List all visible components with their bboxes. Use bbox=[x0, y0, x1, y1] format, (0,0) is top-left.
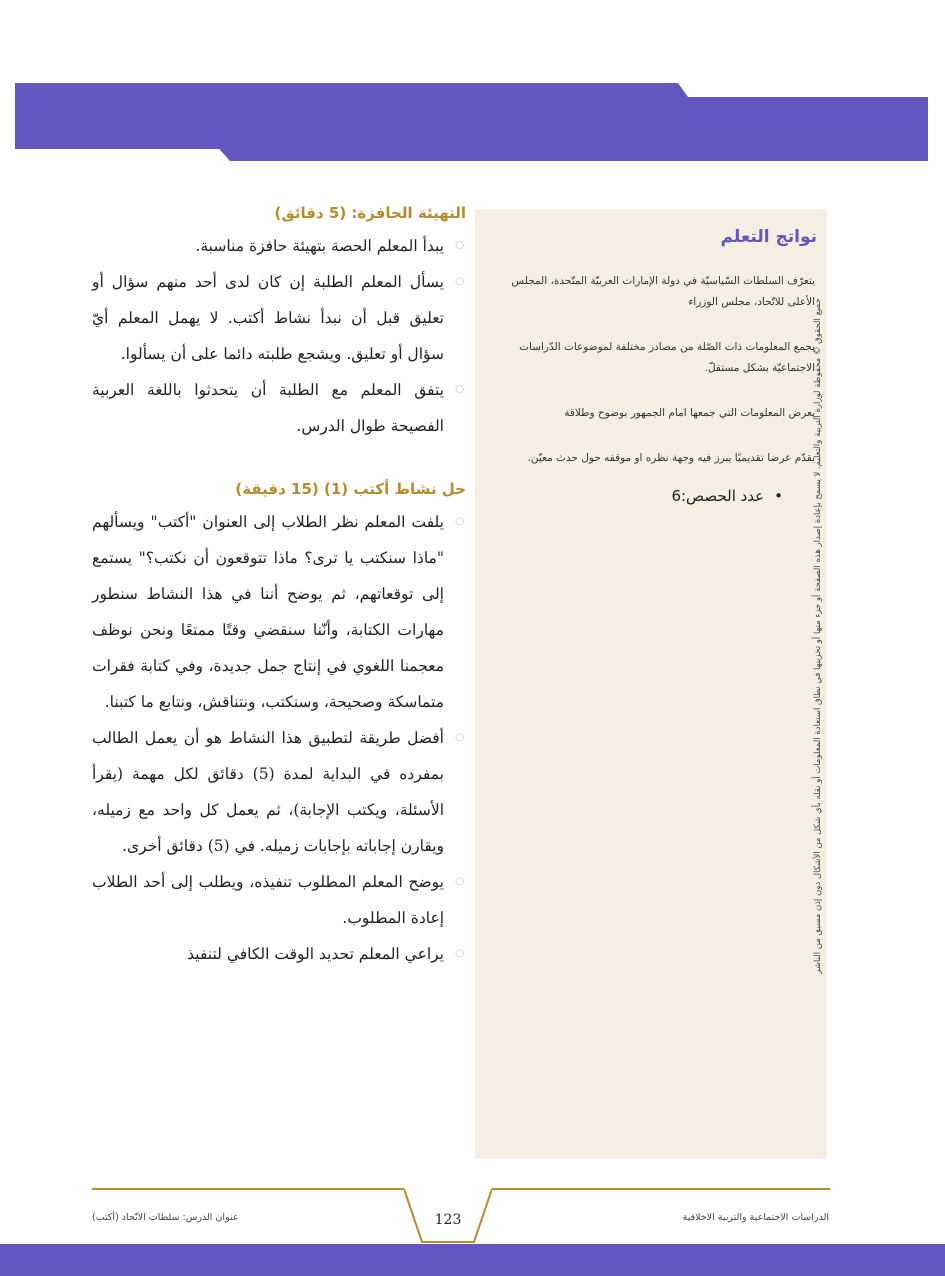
footer-divider bbox=[492, 1188, 830, 1190]
list-item: ◌ يسأل المعلم الطلبة إن كان لدى أحد منهم سؤال أو تعليق قبل أن نبدأ نشاط أكتب. لا يهمل المعلم أيّ سؤال أو تعليق. ويشجع طلبته دائما على أن يسألوا. bbox=[92, 264, 466, 372]
list-item: ◌ يلفت المعلم نظر الطلاب إلى العنوان "أكتب" ويسألهم "ماذا سنكتب يا ترى؟ ماذا تتوقعون أن نكتب؟" يستمع إلى توقعاتهم، ثم يوضح أننا في هذا النشاط سنطور مهارات الكتابة، وأنّنا سنقضي وقتًا ممتعًا ونحن نوظف معجمنا اللغوي في إنتاج جمل جديدة، وفي كتابة فقرات متماسكة وصحيحة، وسنكتب، ونتناقش، ونتابع ما كتبنا. bbox=[92, 504, 466, 720]
warmup-list bbox=[92, 228, 466, 444]
outcome-item: يتعرّف السلطات السّياسيّة في دولة الإمارات العربيّة المتّحدة، المجلس الأعلى للاتّحاد، مجلس الوزراء bbox=[511, 275, 815, 308]
outcomes-list bbox=[489, 271, 815, 493]
page-number: 123 bbox=[434, 1212, 462, 1228]
outcome-item: يقدّم عرضا تقديميًا يبرز فيه وجهة نظره او موقفه حول حدث معيّن. bbox=[527, 452, 815, 464]
bullet-dot-icon: • bbox=[774, 487, 783, 505]
list-item: ◌ يبدأ المعلم الحصة بتهيئة حافزة مناسبة. bbox=[92, 228, 466, 264]
lesson-title: عنوان الدرس: سلطات الاتّحاد (أكتب) bbox=[92, 1212, 239, 1223]
footer-divider bbox=[92, 1188, 404, 1190]
circle-bullet-icon: ◌ bbox=[455, 948, 464, 959]
footer-band bbox=[0, 1244, 945, 1276]
circle-bullet-icon: ◌ bbox=[455, 240, 464, 251]
learning-outcomes-panel bbox=[475, 209, 827, 1159]
list-item: ◌ يراعي المعلم تحديد الوقت الكافي لتنفيذ bbox=[92, 936, 466, 972]
panel-title: نواتج التعلم bbox=[720, 227, 817, 247]
warmup-heading: التهيئة الحافزة: (5 دقائق) bbox=[274, 204, 466, 222]
circle-bullet-icon: ◌ bbox=[455, 876, 464, 887]
outcome-item: يجمع المعلومات ذات الصّلة من مصادر مختلفة لموضوعات الدّراسات الاجتماعيّة بشكل مستقلّ. bbox=[519, 341, 815, 374]
circle-bullet-icon: ◌ bbox=[455, 732, 464, 743]
header-notch-decoration bbox=[678, 83, 928, 97]
circle-bullet-icon: ◌ bbox=[455, 384, 464, 395]
activity-heading: حل نشاط أكتب (1) (15 دقيقة) bbox=[235, 480, 466, 498]
list-item: ◌ يتفق المعلم مع الطلبة أن يتحدثوا باللغة العربية الفصيحة طوال الدرس. bbox=[92, 372, 466, 444]
circle-bullet-icon: ◌ bbox=[455, 276, 464, 287]
list-item: ◌ أفضل طريقة لتطبيق هذا النشاط هو أن يعمل الطالب بمفرده في البداية لمدة (5) دقائق لكل مهمة (يقرأ الأسئلة، ويكتب الإجابة)، ثم يعمل كل واحد مع زميله، ويقارن إجاباته بإجابات زميله. في (5) دقائق أخرى. bbox=[92, 720, 466, 864]
copyright-notice: جميع الحقوق © محفوظة لوزارة التربية والتعليم. لا يسمح بإعادة إصدار هذه الصفحة أو جزء منها أو تخزينها في نطاق استعادة المعلومات أو نقله بأي شكل من الأشكال دون إذن مسبق من الناشر bbox=[813, 298, 823, 974]
sessions-count: •عدد الحصص:6 bbox=[671, 487, 783, 505]
list-item: ◌ يوضح المعلم المطلوب تنفيذه، ويطلب إلى أحد الطلاب إعادة المطلوب. bbox=[92, 864, 466, 936]
circle-bullet-icon: ◌ bbox=[455, 516, 464, 527]
lesson-content bbox=[92, 200, 466, 972]
header-notch-decoration bbox=[15, 149, 230, 161]
activity-list bbox=[92, 504, 466, 972]
subject-title: الدراسات الاجتماعية والتربية الاخلاقية bbox=[682, 1212, 829, 1223]
outcome-item: يعرض المعلومات التي جمعها امام الجمهور بوضوح وطلاقة bbox=[564, 407, 815, 419]
